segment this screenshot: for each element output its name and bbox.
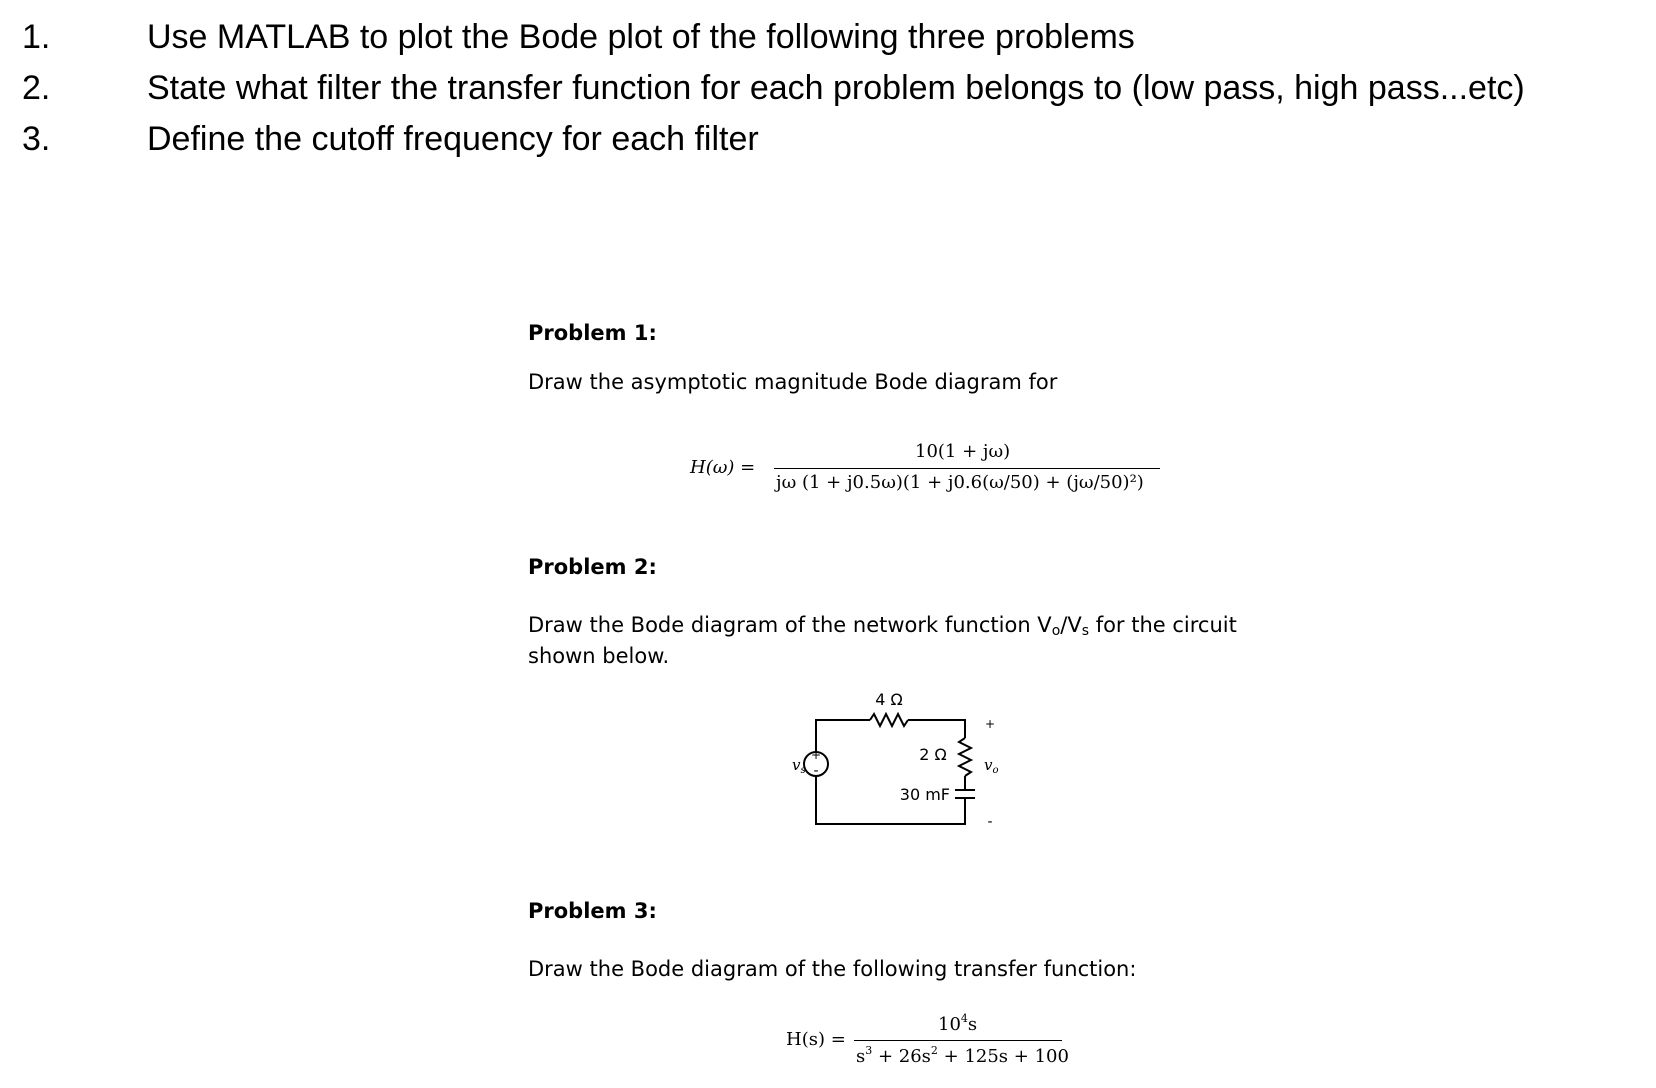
- problem2-text-line2: shown below.: [528, 644, 670, 668]
- problem1-eq-lhs: H(ω) =: [690, 457, 756, 478]
- instruction-item: [0, 63, 1656, 114]
- source-label-v: v: [792, 756, 801, 774]
- instruction-item: [0, 114, 1656, 165]
- output-label: [984, 756, 999, 776]
- den-b: + 26s: [872, 1046, 931, 1067]
- num-base: 10: [938, 1014, 961, 1035]
- output-label-v: v: [984, 756, 993, 774]
- problem1-equation: [690, 438, 1170, 498]
- resistor-4ohm: [870, 714, 908, 726]
- problem2-text-b: for the circuit: [1089, 613, 1237, 637]
- instruction-number: 2.: [22, 69, 51, 107]
- source-label: [792, 756, 806, 776]
- den-exp1: 3: [865, 1044, 873, 1057]
- den-a: s: [856, 1046, 866, 1067]
- problem1-text: Draw the asymptotic magnitude Bode diagram for: [528, 370, 1058, 394]
- problem2-heading: Problem 2:: [528, 555, 657, 579]
- vo-subscript: o: [1051, 623, 1061, 639]
- instruction-text: State what filter the transfer function for each problem belongs to (low pass, high pass...etc): [147, 69, 1525, 107]
- den-c: + 125s + 100: [937, 1046, 1069, 1067]
- resistor-top-label: 4 Ω: [875, 690, 903, 709]
- resistor-right-label: 2 Ω: [919, 745, 947, 764]
- instruction-number: 1.: [22, 18, 51, 56]
- problem2-text-slash: /V: [1060, 613, 1082, 637]
- problem2-text-a: Draw the Bode diagram of the network function V: [528, 613, 1052, 637]
- problem1-eq-numerator: 10(1 + jω): [915, 441, 1011, 462]
- circuit-diagram: [770, 680, 1030, 840]
- resistor-2ohm: [959, 738, 971, 776]
- output-plus-sign: +: [984, 717, 996, 731]
- wire-left-top: [816, 720, 870, 752]
- source-label-sub: s: [800, 765, 806, 776]
- problem3-eq-numerator: [938, 1012, 977, 1035]
- output-minus-sign: -: [987, 814, 993, 830]
- fraction-line: [854, 1040, 1062, 1041]
- problem3-eq-lhs: H(s) =: [786, 1029, 846, 1050]
- num-exponent: 4: [960, 1012, 968, 1025]
- instruction-text: Use MATLAB to plot the Bode plot of the following three problems: [147, 18, 1135, 56]
- problem3-equation: [786, 1012, 1076, 1072]
- source-plus-sign: +: [810, 748, 822, 762]
- fraction-line: [774, 468, 1160, 469]
- instruction-item: [0, 12, 1656, 63]
- problem3-eq-denominator: [856, 1044, 1069, 1067]
- problem3-heading: Problem 3:: [528, 899, 657, 923]
- problem3-text: Draw the Bode diagram of the following transfer function:: [528, 957, 1137, 981]
- problem1-eq-denominator: jω (1 + j0.5ω)(1 + j0.6(ω/50) + (jω/50)²): [776, 472, 1144, 493]
- source-minus-sign: -: [813, 763, 819, 779]
- instruction-text: Define the cutoff frequency for each filter: [147, 120, 759, 158]
- capacitor-label: 30 mF: [899, 785, 950, 804]
- den-exp2: 2: [930, 1044, 938, 1057]
- problem1-heading: Problem 1:: [528, 321, 657, 345]
- output-label-sub: o: [992, 765, 999, 776]
- num-variable: s: [967, 1014, 978, 1035]
- instructions-list: [0, 12, 1656, 165]
- vs-subscript: s: [1081, 623, 1090, 639]
- instruction-number: 3.: [22, 120, 51, 158]
- wire-top-right: [908, 720, 965, 738]
